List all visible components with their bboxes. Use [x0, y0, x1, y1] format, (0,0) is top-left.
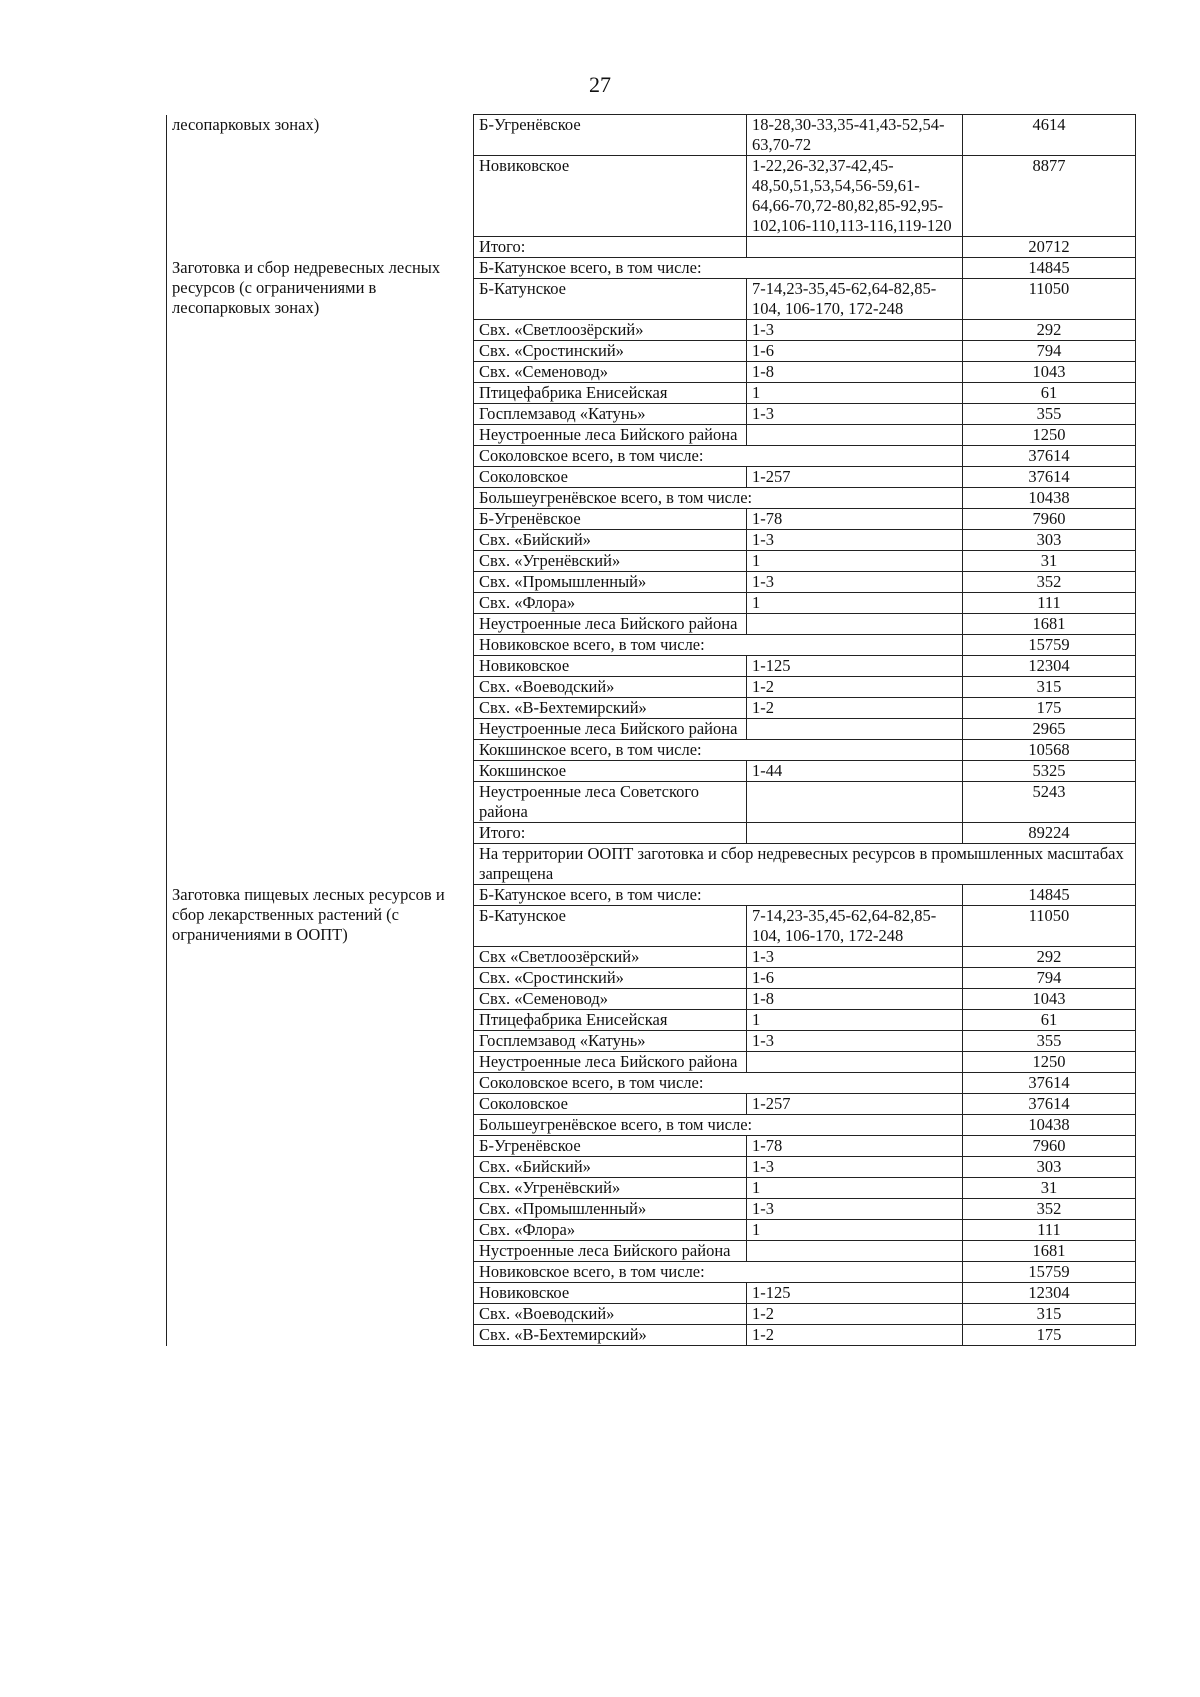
forestry-name-cell: Птицефабрика Енисейская: [474, 1010, 747, 1031]
area-cell: 355: [963, 1031, 1136, 1052]
quarters-cell: 1-2: [747, 698, 963, 719]
quarters-cell: 1-8: [747, 989, 963, 1010]
area-cell: 352: [963, 572, 1136, 593]
quarters-cell: 1-257: [747, 467, 963, 488]
forestry-name-cell: Новиковское: [474, 656, 747, 677]
quarters-cell: 1-125: [747, 656, 963, 677]
quarters-cell: 1-2: [747, 1304, 963, 1325]
forestry-name-cell: Свх. «Промышленный»: [474, 572, 747, 593]
area-cell: 37614: [963, 467, 1136, 488]
subtotal-name-cell: Большеугренёвское всего, в том числе:: [474, 488, 963, 509]
forestry-name-cell: Б-Угренёвское: [474, 509, 747, 530]
area-cell: 111: [963, 593, 1136, 614]
activity-cell: лесопарковых зонах): [167, 115, 474, 237]
area-cell: 61: [963, 1010, 1136, 1031]
forestry-name-cell: Нустроенные леса Бийского района: [474, 1241, 747, 1262]
area-cell: 1043: [963, 362, 1136, 383]
forestry-name-cell: Свх. «Светлоозёрский»: [474, 320, 747, 341]
quarters-cell: 1-78: [747, 509, 963, 530]
quarters-cell: 1: [747, 383, 963, 404]
forestry-name-cell: Б-Катунское: [474, 906, 747, 947]
quarters-cell: [747, 719, 963, 740]
quarters-cell: 1-3: [747, 320, 963, 341]
area-cell: 315: [963, 1304, 1136, 1325]
forestry-name-cell: Соколовское: [474, 467, 747, 488]
area-cell: 5243: [963, 782, 1136, 823]
forest-use-table: [166, 114, 1136, 1346]
quarters-cell: 1: [747, 593, 963, 614]
subtotal-area-cell: 10438: [963, 488, 1136, 509]
forestry-name-cell: Свх. «Сростинский»: [474, 341, 747, 362]
quarters-cell: 1-3: [747, 530, 963, 551]
forestry-name-cell: Свх. «В-Бехтемирский»: [474, 1325, 747, 1346]
quarters-cell: 1-3: [747, 1157, 963, 1178]
forestry-name-cell: Б-Угренёвское: [474, 1136, 747, 1157]
quarters-cell: 1-6: [747, 968, 963, 989]
area-cell: 111: [963, 1220, 1136, 1241]
area-cell: 7960: [963, 509, 1136, 530]
area-cell: 37614: [963, 1094, 1136, 1115]
forestry-name-cell: Итого:: [474, 237, 747, 258]
subtotal-area-cell: 37614: [963, 1073, 1136, 1094]
subtotal-area-cell: 14845: [963, 258, 1136, 279]
quarters-cell: 1-2: [747, 1325, 963, 1346]
area-cell: 11050: [963, 906, 1136, 947]
forestry-name-cell: Неустроенные леса Бийского района: [474, 1052, 747, 1073]
forestry-name-cell: Свх. «Семеновод»: [474, 989, 747, 1010]
activity-cell: Заготовка и сбор недревесных лесных ресурсов (с ограничениями в лесопарковых зонах): [167, 258, 474, 885]
activity-cell: [167, 237, 474, 258]
area-cell: 315: [963, 677, 1136, 698]
forestry-name-cell: Б-Угренёвское: [474, 115, 747, 156]
quarters-cell: 1: [747, 551, 963, 572]
subtotal-area-cell: 15759: [963, 635, 1136, 656]
forestry-name-cell: Свх. «Угренёвский»: [474, 551, 747, 572]
quarters-cell: 7-14,23-35,45-62,64-82,85-104, 106-170, 172-248: [747, 279, 963, 320]
area-cell: 1043: [963, 989, 1136, 1010]
area-cell: 175: [963, 698, 1136, 719]
forestry-name-cell: Птицефабрика Енисейская: [474, 383, 747, 404]
subtotal-name-cell: Большеугренёвское всего, в том числе:: [474, 1115, 963, 1136]
quarters-cell: 1-3: [747, 404, 963, 425]
area-cell: 292: [963, 320, 1136, 341]
area-cell: 31: [963, 1178, 1136, 1199]
forestry-name-cell: Свх. «Флора»: [474, 593, 747, 614]
quarters-cell: 1: [747, 1220, 963, 1241]
table-row: [167, 237, 1136, 258]
activity-cell: Заготовка пищевых лесных ресурсов и сбор лекарственных растений (с ограничениями в ООПТ): [167, 885, 474, 1346]
area-cell: 31: [963, 551, 1136, 572]
forestry-name-cell: Свх. «Флора»: [474, 1220, 747, 1241]
area-cell: 11050: [963, 279, 1136, 320]
quarters-cell: 18-28,30-33,35-41,43-52,54-63,70-72: [747, 115, 963, 156]
area-cell: 292: [963, 947, 1136, 968]
area-cell: 5325: [963, 761, 1136, 782]
quarters-cell: 1-3: [747, 1199, 963, 1220]
forestry-name-cell: Б-Катунское: [474, 279, 747, 320]
quarters-cell: 1: [747, 1010, 963, 1031]
subtotal-name-cell: Соколовское всего, в том числе:: [474, 1073, 963, 1094]
subtotal-area-cell: 14845: [963, 885, 1136, 906]
forestry-name-cell: Свх. «Сростинский»: [474, 968, 747, 989]
quarters-cell: 1-6: [747, 341, 963, 362]
area-cell: 1681: [963, 1241, 1136, 1262]
quarters-cell: [747, 823, 963, 844]
quarters-cell: 1-2: [747, 677, 963, 698]
page-number: 27: [589, 72, 611, 97]
area-cell: 303: [963, 530, 1136, 551]
forestry-name-cell: Неустроенные леса Бийского района: [474, 425, 747, 446]
quarters-cell: 1-3: [747, 1031, 963, 1052]
quarters-cell: 1-78: [747, 1136, 963, 1157]
quarters-cell: 1-3: [747, 947, 963, 968]
table-row: [167, 115, 1136, 156]
forestry-name-cell: Неустроенные леса Бийского района: [474, 719, 747, 740]
area-cell: 61: [963, 383, 1136, 404]
area-cell: 1250: [963, 1052, 1136, 1073]
area-cell: 2965: [963, 719, 1136, 740]
subtotal-name-cell: Кокшинское всего, в том числе:: [474, 740, 963, 761]
quarters-cell: [747, 237, 963, 258]
area-cell: 1681: [963, 614, 1136, 635]
forestry-name-cell: Новиковское: [474, 1283, 747, 1304]
area-cell: 4614: [963, 115, 1136, 156]
subtotal-name-cell: Соколовское всего, в том числе:: [474, 446, 963, 467]
forestry-name-cell: Итого:: [474, 823, 747, 844]
area-cell: 352: [963, 1199, 1136, 1220]
forestry-name-cell: Свх. «Семеновод»: [474, 362, 747, 383]
forestry-name-cell: Свх. «Воеводский»: [474, 677, 747, 698]
forestry-name-cell: Свх. «Бийский»: [474, 1157, 747, 1178]
forestry-name-cell: Неустроенные леса Советского района: [474, 782, 747, 823]
subtotal-name-cell: Новиковское всего, в том числе:: [474, 635, 963, 656]
quarters-cell: 1-257: [747, 1094, 963, 1115]
forestry-name-cell: Соколовское: [474, 1094, 747, 1115]
subtotal-area-cell: 37614: [963, 446, 1136, 467]
subtotal-area-cell: 10568: [963, 740, 1136, 761]
quarters-cell: 1: [747, 1178, 963, 1199]
area-cell: 175: [963, 1325, 1136, 1346]
forestry-name-cell: Свх. «Бийский»: [474, 530, 747, 551]
area-cell: 7960: [963, 1136, 1136, 1157]
forestry-name-cell: Свх. «Угренёвский»: [474, 1178, 747, 1199]
quarters-cell: [747, 425, 963, 446]
quarters-cell: 1-8: [747, 362, 963, 383]
forestry-name-cell: Госплемзавод «Катунь»: [474, 404, 747, 425]
area-cell: 8877: [963, 156, 1136, 237]
quarters-cell: [747, 1052, 963, 1073]
quarters-cell: 1-22,26-32,37-42,45-48,50,51,53,54,56-59,61-64,66-70,72-80,82,85-92,95-102,106-110,113-116,119-120: [747, 156, 963, 237]
forestry-name-cell: Неустроенные леса Бийского района: [474, 614, 747, 635]
quarters-cell: [747, 614, 963, 635]
subtotal-name-cell: Б-Катунское всего, в том числе:: [474, 258, 963, 279]
forestry-name-cell: Новиковское: [474, 156, 747, 237]
quarters-cell: [747, 782, 963, 823]
subtotal-area-cell: 10438: [963, 1115, 1136, 1136]
note-cell: На территории ООПТ заготовка и сбор недревесных ресурсов в промышленных масштабах запрещена: [474, 844, 1136, 885]
forestry-name-cell: Свх. «Промышленный»: [474, 1199, 747, 1220]
area-cell: 794: [963, 341, 1136, 362]
subtotal-name-cell: Новиковское всего, в том числе:: [474, 1262, 963, 1283]
subtotal-name-cell: Б-Катунское всего, в том числе:: [474, 885, 963, 906]
quarters-cell: 1-125: [747, 1283, 963, 1304]
area-cell: 12304: [963, 1283, 1136, 1304]
quarters-cell: [747, 1241, 963, 1262]
table-row: [167, 258, 1136, 279]
area-cell: 794: [963, 968, 1136, 989]
area-cell: 20712: [963, 237, 1136, 258]
area-cell: 1250: [963, 425, 1136, 446]
forestry-name-cell: Госплемзавод «Катунь»: [474, 1031, 747, 1052]
quarters-cell: 1-3: [747, 572, 963, 593]
forestry-name-cell: Свх «Светлоозёрский»: [474, 947, 747, 968]
quarters-cell: 1-44: [747, 761, 963, 782]
subtotal-area-cell: 15759: [963, 1262, 1136, 1283]
quarters-cell: 7-14,23-35,45-62,64-82,85-104, 106-170, 172-248: [747, 906, 963, 947]
table-row: [167, 885, 1136, 906]
area-cell: 12304: [963, 656, 1136, 677]
forestry-name-cell: Кокшинское: [474, 761, 747, 782]
area-cell: 89224: [963, 823, 1136, 844]
area-cell: 355: [963, 404, 1136, 425]
forestry-name-cell: Свх. «Воеводский»: [474, 1304, 747, 1325]
forestry-name-cell: Свх. «В-Бехтемирский»: [474, 698, 747, 719]
area-cell: 303: [963, 1157, 1136, 1178]
